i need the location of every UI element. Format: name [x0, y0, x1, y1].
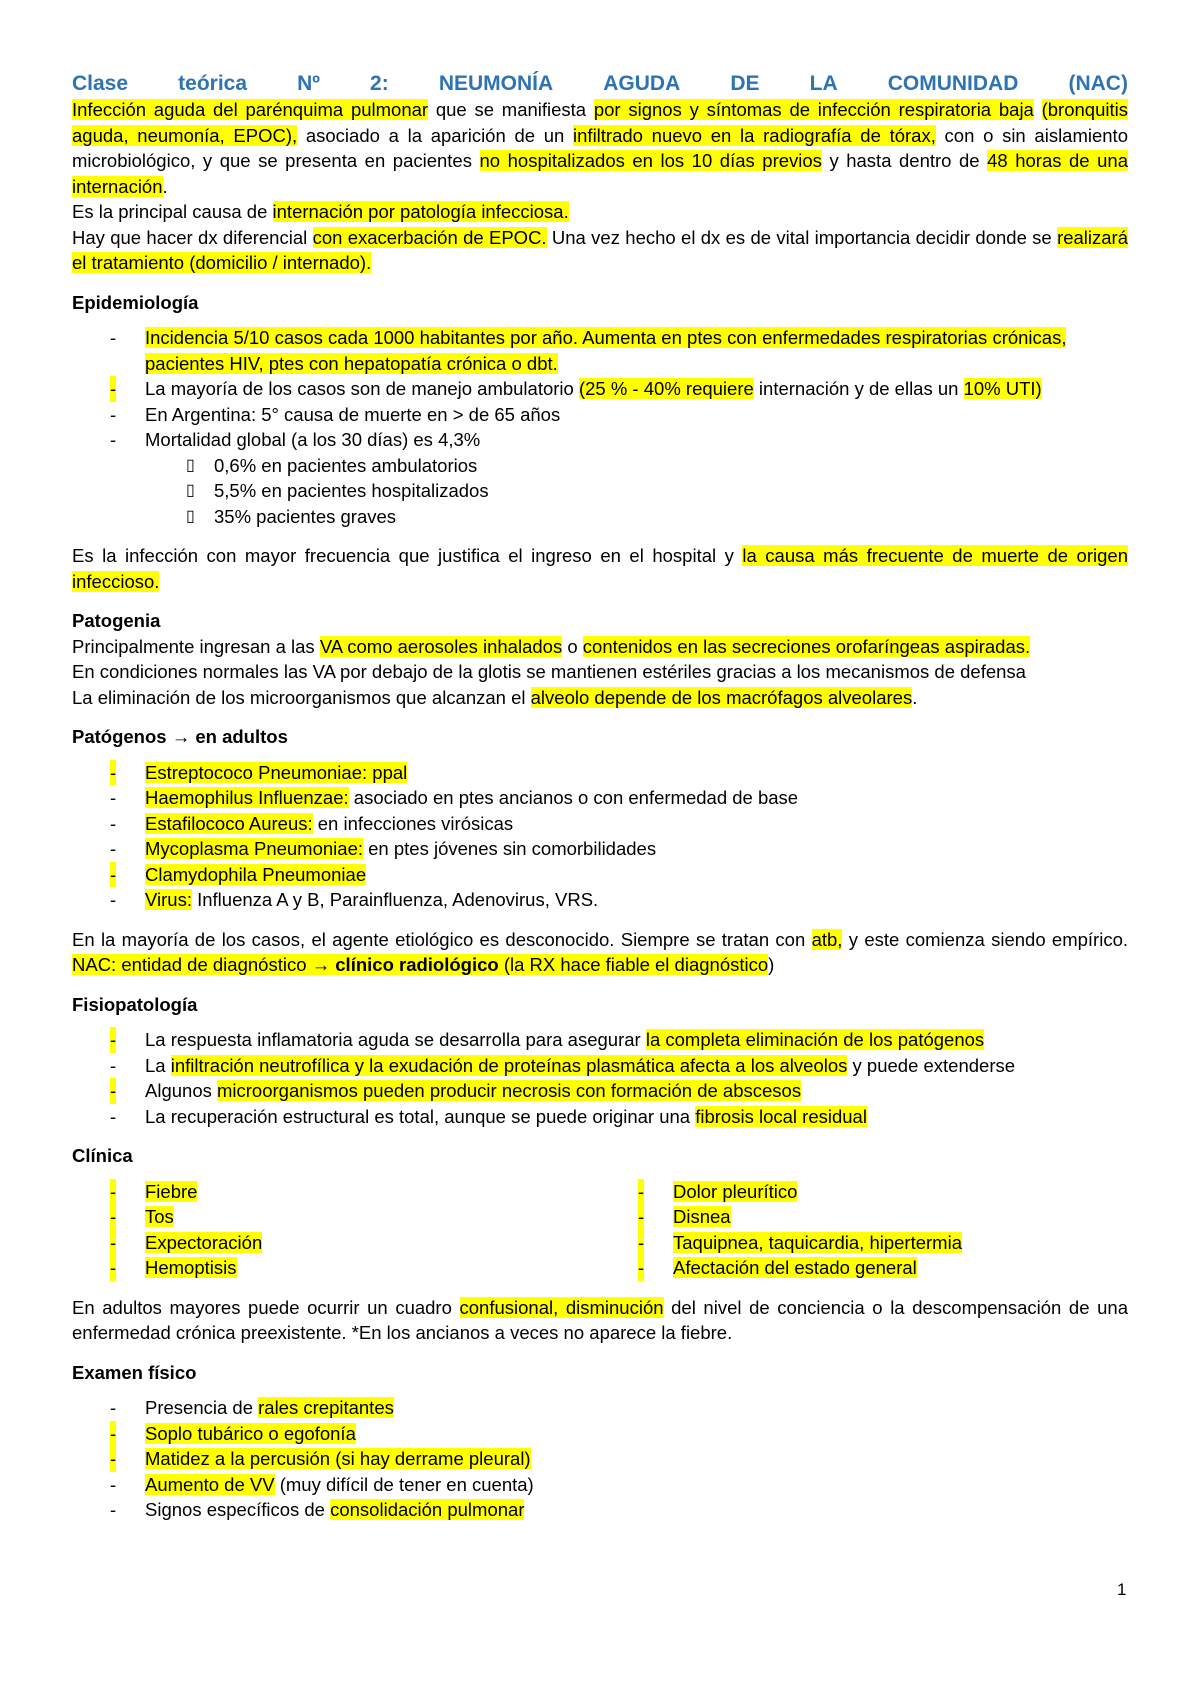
list-item — [72, 1421, 1128, 1447]
text-run: . — [162, 175, 168, 197]
intro-paragraph-2 — [72, 199, 1128, 225]
dash-icon: - — [638, 1179, 644, 1205]
text-run: En Argentina: 5° causa de muerte en > de 65 años — [145, 403, 561, 425]
text-run: asociado en ptes ancianos o con enfermedad de base — [348, 787, 799, 808]
list-item — [72, 1078, 1128, 1104]
highlighted-text: Virus: — [145, 889, 192, 910]
list-item — [72, 325, 1128, 376]
dash-icon: - — [110, 1473, 117, 1495]
examen-list — [72, 1395, 1128, 1523]
text-run: La — [145, 1054, 171, 1076]
highlighted-text: NAC: entidad de diagnóstico → — [72, 954, 336, 975]
text-run: En condiciones normales las VA por debajo de la glotis se mantienen estériles gracias a los mecanismos de defensa — [72, 661, 1026, 682]
list-item — [72, 1104, 1128, 1130]
epidemiologia-heading: Epidemiología — [72, 291, 199, 313]
dash-icon: - — [638, 1230, 644, 1256]
text-run: Mortalidad global (a los 30 días) es 4,3% — [145, 429, 481, 450]
dash-icon: - — [110, 1255, 116, 1281]
dash-icon: - — [110, 403, 117, 425]
dash-icon: - — [638, 1255, 644, 1281]
text-run: En adultos mayores puede ocurrir un cuadro — [72, 1296, 460, 1318]
clinica-columns — [72, 1179, 1128, 1281]
symptom-text: Taquipnea, taquicardia, hipertermia — [673, 1231, 962, 1253]
patogenos-heading-rest: en adultos — [195, 726, 288, 747]
text-run: Una vez hecho el dx es de vital importancia decidir donde se — [546, 226, 1058, 248]
fisiopatologia-list — [72, 1027, 1128, 1129]
text-run: Principalmente ingresan a las — [72, 635, 320, 657]
list-item — [72, 836, 1128, 862]
highlighted-text: consolidación pulmonar — [330, 1499, 525, 1520]
dash-icon: - — [110, 1446, 116, 1472]
text-run: y puede extenderse — [847, 1054, 1016, 1076]
patogenia-line — [72, 685, 1128, 711]
dash-icon: - — [110, 376, 116, 402]
clinica-heading: Clínica — [72, 1145, 133, 1166]
intro-paragraph-1 — [72, 97, 1128, 199]
list-item — [72, 1446, 1128, 1472]
highlighted-text: la causa más frecuente de muerte de origen infeccioso. — [72, 545, 1128, 592]
list-item — [72, 427, 1128, 453]
sublist-item — [72, 453, 1128, 479]
symptom-text: Hemoptisis — [145, 1257, 237, 1278]
list-item — [72, 1027, 1128, 1053]
highlighted-text: 10% UTI) — [963, 378, 1042, 399]
text-run: en infecciones virósicas — [312, 812, 514, 834]
highlighted-text: contenidos en las secreciones orofaríngeas aspiradas. — [582, 635, 1031, 657]
symptom-item — [72, 1230, 600, 1256]
fisiopatologia-heading: Fisiopatología — [72, 993, 198, 1015]
symptom-text: Afectación del estado general — [673, 1257, 917, 1278]
highlighted-text: rales crepitantes — [258, 1397, 394, 1418]
text-run: o — [562, 635, 583, 657]
symptom-item — [600, 1204, 1128, 1230]
symptom-text: Expectoración — [145, 1231, 263, 1253]
text-run: y hasta dentro de — [821, 150, 988, 171]
symptom-item — [72, 1179, 600, 1205]
title-word: COMUNIDAD — [887, 72, 1019, 95]
highlighted-text: no hospitalizados en los 10 días previos — [479, 150, 822, 171]
symptom-text: Fiebre — [145, 1180, 198, 1202]
title-word: DE — [730, 72, 760, 95]
clinica-closing — [72, 1295, 1128, 1346]
highlighted-text: (la RX hace fiable el diagnóstico — [498, 954, 769, 975]
highlighted-text: infiltración neutrofílica y la exudación de proteínas plasmática afecta a los alveolos — [170, 1054, 848, 1076]
text-run: . — [912, 686, 918, 708]
arrow-icon: → — [166, 726, 196, 747]
symptom-item — [72, 1255, 600, 1281]
clinica-right-column — [600, 1179, 1128, 1281]
highlighted-text: Estafilococo Aureus: — [145, 812, 313, 834]
list-item — [72, 1472, 1128, 1498]
highlighted-text: VA como aerosoles inhalados — [319, 635, 563, 657]
epidemiologia-list — [72, 325, 1128, 453]
text-run — [1034, 99, 1042, 120]
dash-icon: - — [110, 1179, 116, 1205]
list-item — [72, 785, 1128, 811]
text-run: Algunos — [145, 1080, 217, 1101]
highlighted-text: Estreptococo Pneumoniae: ppal — [145, 761, 408, 783]
examen-heading: Examen físico — [72, 1361, 197, 1383]
sublist-text: 5,5% en pacientes hospitalizados — [214, 480, 489, 501]
highlighted-text: Incidencia 5/10 casos cada 1000 habitantes por año. Aumenta en ptes con enfermedades respiratorias crónicas, pacientes HIV, ptes con hepatopatía crónica o dbt. — [145, 327, 1067, 374]
dash-icon: - — [110, 1397, 117, 1418]
text-run: y este comienza siendo empírico. — [842, 928, 1129, 950]
text-run: La eliminación de los microorganismos que alcanzan el — [72, 686, 531, 708]
highlighted-text: microorganismos pueden producir necrosis con formación de abscesos — [217, 1080, 802, 1101]
dash-icon: - — [110, 1499, 117, 1520]
highlighted-text: 48 horas de una internación — [72, 150, 1128, 197]
highlighted-text: con exacerbación de EPOC. — [312, 226, 547, 248]
title-word: LA — [809, 72, 838, 95]
page-number: 1 — [1117, 1580, 1127, 1599]
dash-icon: - — [638, 1204, 644, 1230]
title-word: Clase — [72, 72, 129, 95]
list-item — [72, 1497, 1128, 1523]
dash-icon: - — [110, 1105, 117, 1127]
title-word: NEUMONÍA — [438, 72, 554, 95]
highlighted-text: la completa eliminación de los patógenos — [645, 1029, 985, 1050]
highlighted-text: atb, — [811, 928, 843, 950]
intro-paragraph-3 — [72, 225, 1128, 276]
epidemiologia-closing — [72, 543, 1128, 594]
sublist-item — [72, 478, 1128, 504]
dash-icon: - — [110, 812, 117, 834]
bullet-icon: ▯ — [186, 507, 195, 525]
dash-icon: - — [110, 1204, 116, 1230]
bullet-icon: ▯ — [186, 482, 195, 499]
title-word: 2: — [370, 72, 389, 95]
highlighted-text: Clamydophila Pneumoniae — [145, 863, 367, 885]
text-run: en ptes jóvenes sin comorbilidades — [363, 838, 657, 859]
highlighted-text: infiltrado nuevo en la radiografía de tórax, — [573, 124, 936, 146]
symptom-text: Dolor pleurítico — [673, 1180, 798, 1202]
symptom-item — [600, 1255, 1128, 1281]
text-run: con o sin aislamiento microbiológico, y que se presenta en pacientes — [72, 124, 1128, 171]
highlighted-text: fibrosis local residual — [695, 1105, 867, 1127]
text-run: internación y de ellas un — [753, 378, 964, 399]
highlighted-text: Haemophilus Influenzae: — [145, 787, 349, 808]
dash-icon: - — [110, 787, 117, 808]
text-run: ) — [768, 954, 775, 975]
list-item — [72, 402, 1128, 428]
text-run: Es la principal causa de — [72, 201, 273, 222]
list-item — [72, 376, 1128, 402]
dash-icon: - — [110, 1054, 117, 1076]
text-run: La respuesta inflamatoria aguda se desarrolla para asegurar — [145, 1029, 646, 1050]
text-run: Signos específicos de — [145, 1499, 331, 1520]
patogenia-line — [72, 634, 1128, 660]
highlighted-text: clínico radiológico — [335, 954, 499, 975]
highlighted-text: alveolo depende de los macrófagos alveolares — [530, 686, 913, 708]
text-run: asociado a la aparición de un — [297, 124, 574, 146]
bullet-icon: ▯ — [186, 456, 195, 474]
text-run: (muy difícil de tener en cuenta) — [274, 1473, 534, 1495]
list-item — [72, 887, 1128, 913]
title-word: teórica — [178, 72, 248, 95]
list-item — [72, 811, 1128, 837]
highlighted-text: por signos y síntomas de infección respiratoria baja — [593, 99, 1034, 120]
highlighted-text: Matidez a la percusión (si hay derrame pleural) — [145, 1448, 531, 1469]
patogenos-heading-bold: Patógenos — [72, 726, 167, 747]
mortality-sublist — [72, 453, 1128, 530]
dash-icon: - — [110, 760, 116, 786]
highlighted-text: confusional, disminución — [459, 1296, 664, 1318]
dash-icon: - — [110, 1027, 116, 1053]
symptom-item — [600, 1230, 1128, 1256]
text-run: Influenza A y B, Parainfluenza, Adenovirus, VRS. — [191, 889, 599, 910]
dash-icon: - — [110, 1230, 116, 1256]
highlighted-text: realizará el tratamiento (domicilio / internado). — [72, 226, 1129, 273]
title-word: (NAC) — [1068, 72, 1128, 95]
highlighted-text: (25 % - 40% requiere — [578, 378, 754, 399]
text-run: La recuperación estructural es total, aunque se puede originar una — [145, 1105, 696, 1127]
patogenos-closing — [72, 927, 1128, 978]
document-page — [72, 70, 1128, 1523]
text-run: La mayoría de los casos son de manejo ambulatorio — [145, 378, 579, 399]
list-item — [72, 1395, 1128, 1421]
dash-icon: - — [110, 429, 117, 450]
text-run: Es la infección con mayor frecuencia que justifica el ingreso en el hospital y — [72, 545, 743, 566]
patogenia-line — [72, 659, 1128, 685]
dash-icon: - — [110, 1421, 116, 1447]
text-run: En la mayoría de los casos, el agente etiológico es desconocido. Siempre se tratan con — [72, 928, 812, 950]
list-item — [72, 862, 1128, 888]
symptom-item — [72, 1204, 600, 1230]
patogenos-list — [72, 760, 1128, 913]
highlighted-text: (bronquitis aguda, neumonía, EPOC), — [72, 99, 1128, 146]
dash-icon: - — [110, 838, 117, 859]
text-run: del nivel de conciencia o la descompensación de una enfermedad crónica preexistente. *En los ancianos a veces no aparece la fiebre. — [72, 1296, 1128, 1343]
clinica-left-column — [72, 1179, 600, 1281]
dash-icon: - — [110, 1078, 116, 1104]
title-word: Nº — [297, 72, 320, 95]
text-run: Hay que hacer dx diferencial — [72, 226, 313, 248]
text-run: Presencia de — [145, 1397, 259, 1418]
sublist-text: 35% pacientes graves — [214, 505, 397, 527]
sublist-item — [72, 504, 1128, 530]
dash-icon: - — [110, 862, 116, 888]
dash-icon: - — [110, 327, 117, 348]
patogenia-heading: Patogenia — [72, 610, 161, 631]
highlighted-text: Mycoplasma Pneumoniae: — [145, 838, 363, 859]
patogenos-heading — [72, 724, 1128, 750]
symptom-text: Tos — [145, 1206, 174, 1227]
symptom-text: Disnea — [673, 1206, 731, 1227]
patogenia-text — [72, 634, 1128, 711]
title-word: AGUDA — [603, 72, 681, 95]
highlighted-text: Aumento de VV — [145, 1473, 275, 1495]
text-run: que se manifiesta — [428, 99, 594, 120]
sublist-text: 0,6% en pacientes ambulatorios — [214, 454, 478, 476]
highlighted-text: Soplo tubárico o egofonía — [145, 1422, 356, 1444]
highlighted-text: Infección aguda del parénquima pulmonar — [72, 99, 429, 120]
list-item — [72, 1053, 1128, 1079]
dash-icon: - — [110, 889, 117, 910]
document-title — [72, 70, 1128, 97]
symptom-item — [600, 1179, 1128, 1205]
list-item — [72, 760, 1128, 786]
highlighted-text: internación por patología infecciosa. — [272, 201, 569, 222]
